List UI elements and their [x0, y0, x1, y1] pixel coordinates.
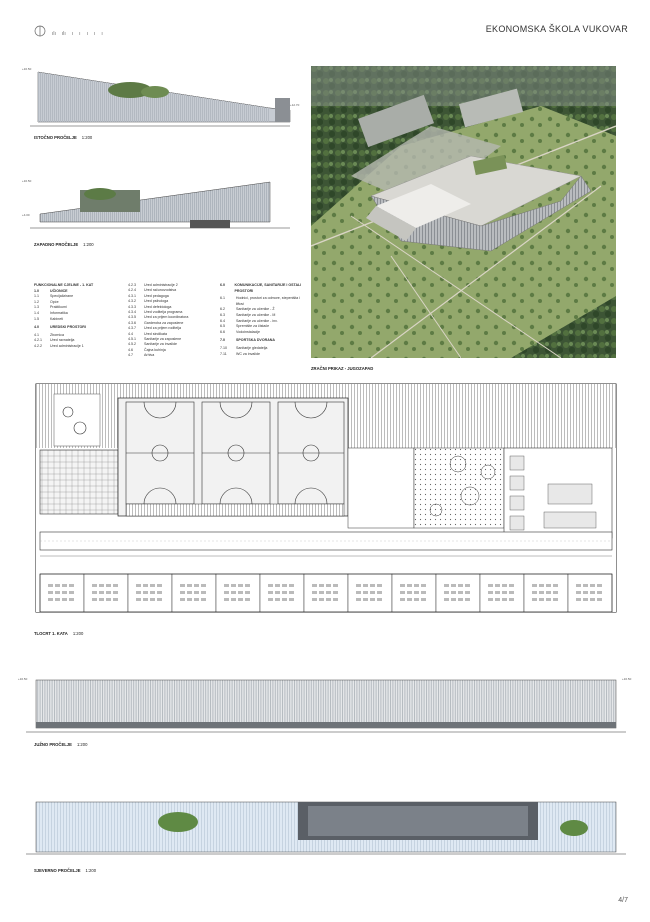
desk: [224, 598, 229, 601]
desk: [421, 584, 426, 587]
desk: [312, 598, 317, 601]
logo-circle-icon: [34, 25, 46, 37]
desk: [238, 584, 243, 587]
legend-column-2: [128, 283, 216, 359]
desk: [106, 591, 111, 594]
legend-row: 7.10 Sanitarije gledatelja: [220, 345, 268, 350]
svg-text:+16.50: +16.50: [22, 67, 32, 71]
desk: [576, 591, 581, 594]
desk: [458, 591, 463, 594]
desk: [377, 584, 382, 587]
desk: [180, 591, 185, 594]
desk: [231, 584, 236, 587]
legend-row: 6.1 Hodnici, prostori za odmore, stepeništa i liftovi: [220, 296, 300, 306]
desk: [451, 591, 456, 594]
desk: [201, 584, 206, 587]
desk: [363, 584, 368, 587]
legend-row: 4.1 Zbornica: [34, 332, 64, 337]
desk: [113, 598, 118, 601]
desk: [231, 598, 236, 601]
legend-column-3: [220, 283, 308, 357]
legend-row: 4.6 Čajna kuhinja: [128, 347, 166, 352]
desk: [546, 584, 551, 587]
desk: [143, 598, 148, 601]
desk: [194, 584, 199, 587]
desk: [268, 591, 273, 594]
desk: [194, 591, 199, 594]
desk: [326, 584, 331, 587]
desk: [55, 584, 60, 587]
desk: [150, 584, 155, 587]
svg-text:+12.70: +12.70: [290, 103, 300, 107]
north-elevation-drawing: [18, 792, 632, 862]
legend-row: 4.5.1 Sanitarije za zaposlene: [128, 337, 182, 342]
desk: [583, 591, 588, 594]
logo-mark: ı: [86, 31, 88, 37]
logo-mark: ı: [93, 31, 96, 37]
desk: [407, 584, 412, 587]
desk: [99, 598, 104, 601]
desk: [48, 591, 53, 594]
desk: [333, 598, 338, 601]
desk: [444, 598, 449, 601]
legend-row: 4.3.2 Ured psihologa: [128, 299, 169, 304]
desk: [180, 598, 185, 601]
desk: [451, 598, 456, 601]
desk: [187, 591, 192, 594]
desk: [400, 584, 405, 587]
desk: [48, 598, 53, 601]
legend-row: 4.2.4 Ured računovodstva: [128, 288, 177, 293]
desk: [319, 591, 324, 594]
desk: [407, 591, 412, 594]
desk: [465, 591, 470, 594]
legend-row: 6.6 Vodoinstalacije: [220, 329, 260, 334]
desk: [113, 591, 118, 594]
desk: [143, 591, 148, 594]
desk: [55, 591, 60, 594]
desk: [106, 584, 111, 587]
desk: [150, 591, 155, 594]
desk: [421, 591, 426, 594]
desk: [509, 591, 514, 594]
desk: [92, 584, 97, 587]
desk: [488, 584, 493, 587]
legend-row: 4.3.7 Ured za prijem roditelja: [128, 326, 181, 331]
desk: [509, 584, 514, 587]
desk: [289, 591, 294, 594]
desk: [465, 584, 470, 587]
logo-mark: ı: [101, 31, 103, 37]
legend-row: 6.2 Sanitarije za učenike - Ž: [220, 307, 275, 312]
legend-column-1: [34, 283, 124, 350]
desk: [539, 598, 544, 601]
desk: [590, 591, 595, 594]
desk: [363, 598, 368, 601]
logo-mark: ılı: [61, 31, 66, 37]
desk: [48, 584, 53, 587]
logo-mark: ı: [71, 31, 74, 37]
desk: [69, 591, 74, 594]
project-title: EKONOMSKA ŠKOLA VUKOVAR: [485, 24, 628, 34]
legend-row: 6.5 Spremište za čistače: [220, 324, 270, 329]
desk: [495, 584, 500, 587]
desk: [488, 591, 493, 594]
desk: [157, 598, 162, 601]
desk: [150, 598, 155, 601]
desk: [224, 584, 229, 587]
desk: [509, 598, 514, 601]
desk: [319, 598, 324, 601]
legend-row: 7.0 SPORTSKA DVORANA: [220, 338, 276, 343]
desk: [414, 584, 419, 587]
page-number: 4/7: [618, 897, 628, 904]
desk: [99, 591, 104, 594]
desk: [597, 598, 602, 601]
legend-row: 1.2 Opće: [34, 299, 59, 304]
desk: [414, 598, 419, 601]
desk: [245, 584, 250, 587]
legend-row: FUNKCIONALNE CJELINE - 1. KAT: [34, 283, 94, 287]
desk: [370, 598, 375, 601]
desk: [502, 598, 507, 601]
legend-row: 6.4 Sanitarije za učenike - inv.: [220, 318, 278, 323]
legend-row: 1.5 Kabineti: [34, 316, 63, 321]
desk: [238, 591, 243, 594]
desk: [532, 598, 537, 601]
desk: [495, 598, 500, 601]
desk: [326, 591, 331, 594]
desk: [268, 584, 273, 587]
desk: [319, 584, 324, 587]
desk: [275, 591, 280, 594]
desk: [312, 584, 317, 587]
desk: [245, 591, 250, 594]
desk: [553, 598, 558, 601]
legend-row: 4.2.2 Ured administracije 1: [34, 343, 84, 348]
desk: [583, 584, 588, 587]
desk: [69, 584, 74, 587]
desk: [377, 598, 382, 601]
desk: [444, 591, 449, 594]
desk: [465, 598, 470, 601]
legend-row: 4.4 Ured sindikata: [128, 331, 167, 336]
legend-row: 1.4 Informatika: [34, 310, 68, 315]
desk: [400, 598, 405, 601]
desk: [187, 598, 192, 601]
legend-row: 4.3.4 Ured voditelja programa: [128, 310, 183, 315]
svg-text:+16.50: +16.50: [18, 677, 28, 681]
desk: [224, 591, 229, 594]
desk: [400, 591, 405, 594]
legend-row: 4.2.1 Ured ravnatelja: [34, 338, 75, 343]
desk: [532, 591, 537, 594]
legend-row: 7.11 WC za invalide: [220, 351, 260, 356]
desk: [597, 591, 602, 594]
west-elevation-drawing: [20, 176, 300, 236]
desk: [136, 598, 141, 601]
desk: [289, 584, 294, 587]
legend-row: 4.5.2 Sanitarije za invalide: [128, 342, 177, 347]
desk: [539, 584, 544, 587]
desk: [553, 591, 558, 594]
aerial-view-caption: ZRAČNI PRIKAZ - JUGOZAPAD: [311, 366, 374, 371]
legend-row: 4.3.6 Garderoba za zaposlene: [128, 320, 184, 325]
desk: [201, 598, 206, 601]
desk: [356, 598, 361, 601]
desk: [546, 591, 551, 594]
desk: [62, 598, 67, 601]
svg-text:+16.50: +16.50: [622, 677, 632, 681]
desk: [245, 598, 250, 601]
desk: [69, 598, 74, 601]
desk: [143, 584, 148, 587]
legend-row: 4.3.1 Ured pedagoga: [128, 293, 169, 298]
desk: [539, 591, 544, 594]
desk: [414, 591, 419, 594]
desk: [553, 584, 558, 587]
desk: [157, 584, 162, 587]
legend-row: 1.0 UČIONICE: [34, 288, 68, 293]
legend-row: 4.3.5 Ured za prijem koordinatora: [128, 315, 189, 320]
desk: [282, 584, 287, 587]
desk: [326, 598, 331, 601]
desk: [458, 598, 463, 601]
logo-mark: ılı: [52, 31, 56, 37]
floor-plan-drawing: [18, 372, 632, 630]
desk: [194, 598, 199, 601]
desk: [136, 584, 141, 587]
south-elevation-drawing: [18, 674, 632, 738]
desk: [282, 598, 287, 601]
legend-row: 4.7 Arhiva: [128, 353, 155, 358]
desk: [370, 591, 375, 594]
desk: [576, 598, 581, 601]
desk: [495, 591, 500, 594]
desk: [113, 584, 118, 587]
desk: [597, 584, 602, 587]
desk: [356, 591, 361, 594]
legend-row: 4.0 UREDSKI PROSTORI: [34, 325, 86, 330]
floor-plan-caption: TLOCRT 1. KATA 1:200: [34, 631, 84, 636]
desk: [421, 598, 426, 601]
desk: [187, 584, 192, 587]
east-elevation-drawing: [20, 64, 300, 130]
desk: [62, 591, 67, 594]
desk: [532, 584, 537, 587]
desk: [55, 598, 60, 601]
desk: [157, 591, 162, 594]
desk: [407, 598, 412, 601]
logo-mark: ı: [79, 31, 81, 37]
desk: [502, 584, 507, 587]
desk: [136, 591, 141, 594]
legend-row: 1.1 Specijalizirane: [34, 294, 74, 299]
south-elevation-caption: JUŽNO PROČELJE 1:200: [34, 742, 88, 747]
desk: [333, 591, 338, 594]
legend-row: 6.3 Sanitarije za učenike - M: [220, 312, 276, 317]
legend-row: 4.3.3 Ured defektologa: [128, 304, 172, 309]
desk: [231, 591, 236, 594]
desk: [590, 584, 595, 587]
svg-text:+4.00: +4.00: [22, 213, 30, 217]
aerial-view-render: [311, 66, 616, 358]
desk: [583, 598, 588, 601]
desk: [275, 584, 280, 587]
desk: [282, 591, 287, 594]
desk: [363, 591, 368, 594]
desk: [377, 591, 382, 594]
desk: [451, 584, 456, 587]
desk: [62, 584, 67, 587]
desk: [502, 591, 507, 594]
east-elevation-caption: ISTOČNO PROČELJE 1:200: [34, 135, 93, 140]
desk: [333, 584, 338, 587]
desk: [106, 598, 111, 601]
legend-row: 4.2.3 Ured administracije 2: [128, 283, 178, 287]
desk: [444, 584, 449, 587]
west-elevation-caption: ZAPADNO PROČELJE 1:200: [34, 242, 94, 247]
desk: [289, 598, 294, 601]
desk: [576, 584, 581, 587]
desk: [180, 584, 185, 587]
desk: [275, 598, 280, 601]
svg-text:+16.50: +16.50: [22, 179, 32, 183]
desk: [201, 591, 206, 594]
desk: [99, 584, 104, 587]
desk: [370, 584, 375, 587]
legend-row: 6.0 KOMUNIKACIJE, SANITARIJE I OSTALI PROSTORI: [220, 283, 302, 293]
desk: [458, 584, 463, 587]
desk: [92, 598, 97, 601]
desk: [590, 598, 595, 601]
desk: [356, 584, 361, 587]
desk: [268, 598, 273, 601]
desk: [488, 598, 493, 601]
desk: [546, 598, 551, 601]
north-elevation-caption: SJEVERNO PROČELJE 1:200: [34, 868, 97, 873]
desk: [92, 591, 97, 594]
desk: [312, 591, 317, 594]
logo: [34, 25, 103, 37]
legend-row: 1.3 Praktikumi: [34, 305, 67, 310]
desk: [238, 598, 243, 601]
